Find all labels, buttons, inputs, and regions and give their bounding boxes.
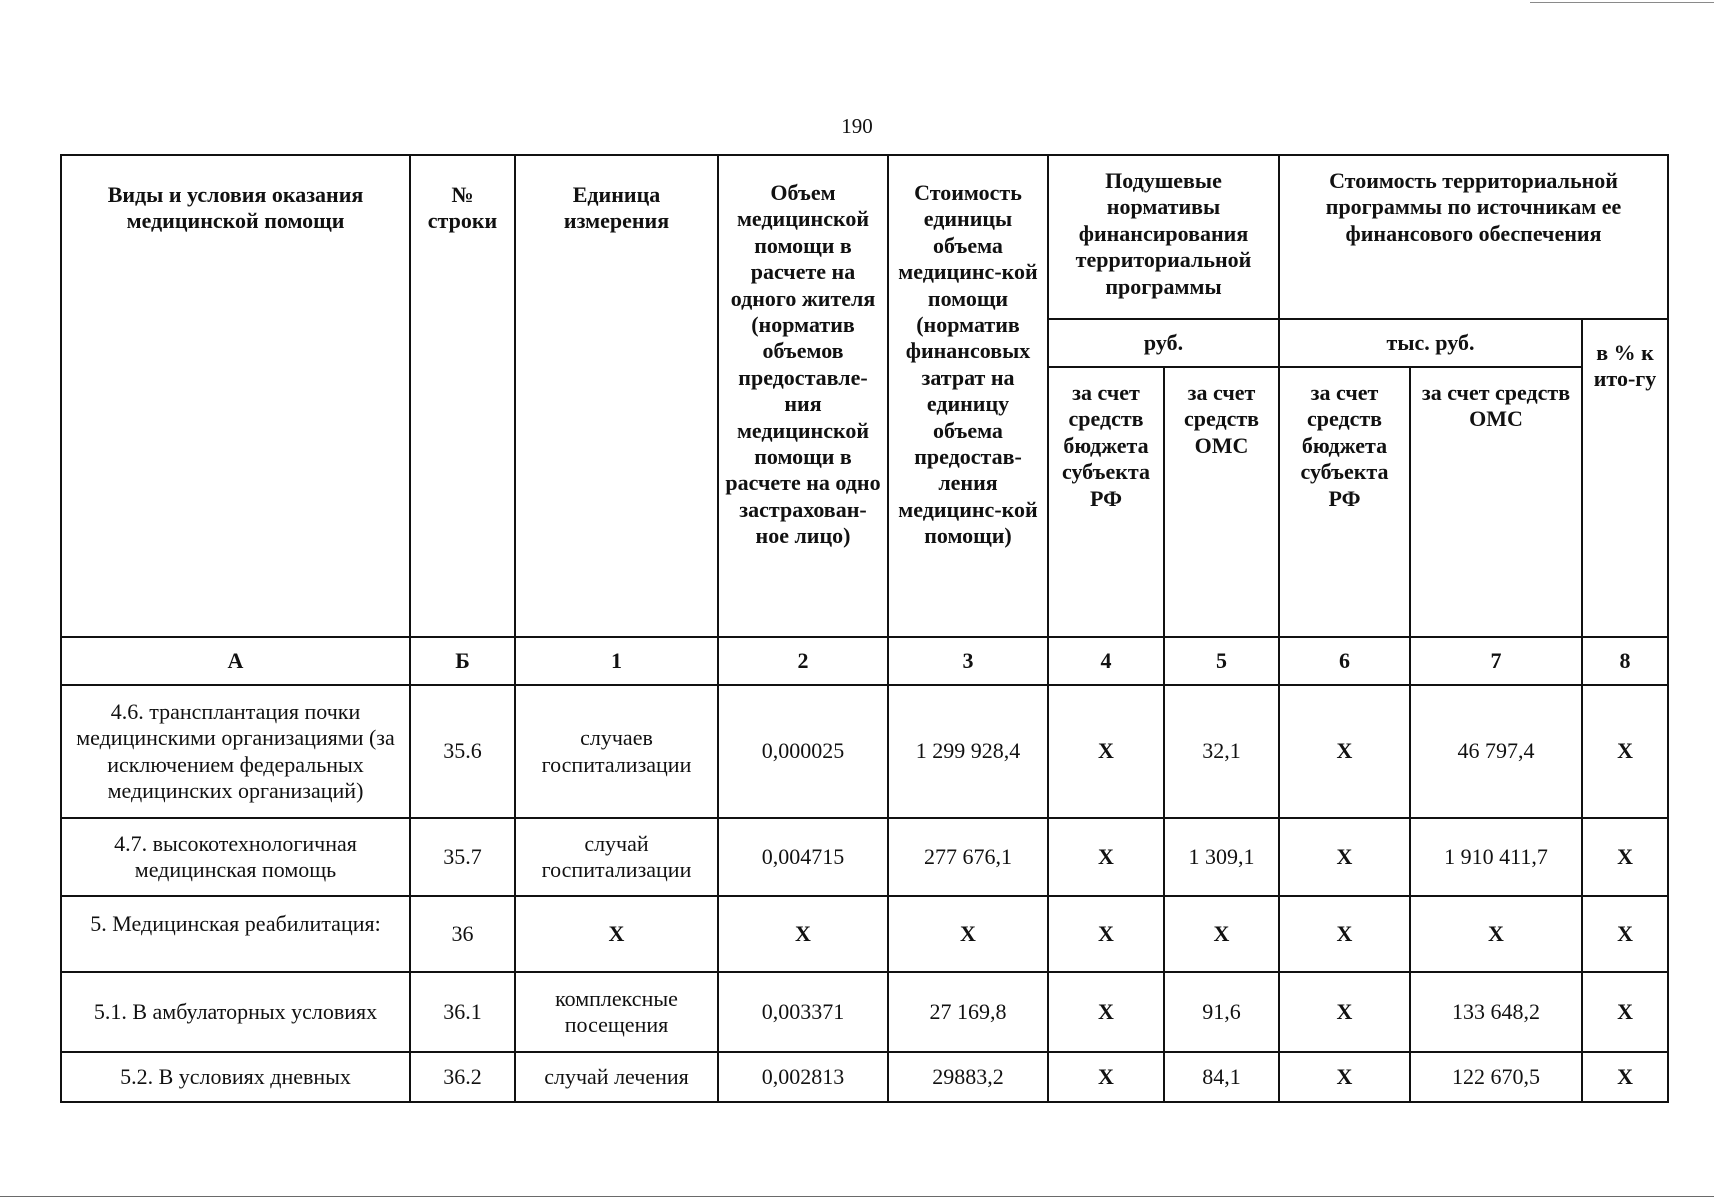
column-number: 3 — [888, 637, 1048, 685]
header-cost-oms: за счет средств ОМС — [1410, 367, 1582, 637]
header-row-top — [61, 155, 1668, 319]
scan-edge-line — [0, 1196, 1714, 1197]
row-line-number: 36.2 — [410, 1052, 515, 1102]
row-pc-budget: Х — [1048, 818, 1164, 896]
column-number-row — [61, 637, 1668, 685]
row-service-name: 5.2. В условиях дневных — [61, 1052, 410, 1102]
header-pc-oms: за счет средств ОМС — [1164, 367, 1279, 637]
row-pc-oms: Х — [1164, 896, 1279, 972]
header-service-type: Виды и условия оказания медицинской помощи — [61, 155, 410, 637]
row-percent: Х — [1582, 818, 1668, 896]
column-number: 1 — [515, 637, 718, 685]
row-cost-oms: Х — [1410, 896, 1582, 972]
header-unit-cost: Стоимость единицы объема медицинс-кой помощи (норматив финансовых затрат на единицу объема предостав-ления медицинс-кой помощи) — [888, 155, 1048, 637]
row-cost-oms: 1 910 411,7 — [1410, 818, 1582, 896]
row-cost-budget: Х — [1279, 1052, 1410, 1102]
column-number: 5 — [1164, 637, 1279, 685]
row-line-number: 35.7 — [410, 818, 515, 896]
row-service-name: 4.6. трансплантация почки медицинскими организациями (за исключением федеральных медицинских организаций) — [61, 685, 410, 818]
row-unit-cost: 27 169,8 — [888, 972, 1048, 1052]
table-row — [61, 896, 1668, 972]
row-cost-oms: 133 648,2 — [1410, 972, 1582, 1052]
row-volume: 0,000025 — [718, 685, 888, 818]
row-line-number: 36.1 — [410, 972, 515, 1052]
row-line-number: 35.6 — [410, 685, 515, 818]
row-volume: 0,004715 — [718, 818, 888, 896]
row-volume: 0,003371 — [718, 972, 888, 1052]
row-cost-budget: Х — [1279, 818, 1410, 896]
row-pc-oms: 32,1 — [1164, 685, 1279, 818]
header-unit-thousand-rub: тыс. руб. — [1279, 319, 1582, 367]
row-pc-oms: 1 309,1 — [1164, 818, 1279, 896]
column-number: 7 — [1410, 637, 1582, 685]
table-row — [61, 1052, 1668, 1102]
row-pc-budget: Х — [1048, 896, 1164, 972]
column-number: 2 — [718, 637, 888, 685]
row-percent: Х — [1582, 972, 1668, 1052]
column-number: 6 — [1279, 637, 1410, 685]
row-unit: комплексные посещения — [515, 972, 718, 1052]
row-volume: Х — [718, 896, 888, 972]
header-program-cost: Стоимость территориальной программы по источникам ее финансового обеспечения — [1279, 155, 1668, 319]
row-pc-budget: Х — [1048, 972, 1164, 1052]
column-number: А — [61, 637, 410, 685]
row-service-name: 5. Медицинская реабилитация: — [61, 896, 410, 972]
table-row — [61, 685, 1668, 818]
row-unit-cost: 29883,2 — [888, 1052, 1048, 1102]
header-cost-budget: за счет средств бюджета субъекта РФ — [1279, 367, 1410, 637]
row-pc-budget: Х — [1048, 1052, 1164, 1102]
row-pc-oms: 84,1 — [1164, 1052, 1279, 1102]
row-volume: 0,002813 — [718, 1052, 888, 1102]
scan-edge-line — [1530, 2, 1714, 3]
header-volume-per-capita: Объем медицинской помощи в расчете на одного жителя (норматив объемов предоставле-ния медицинской помощи в расчете на одно застрахован-ное лицо) — [718, 155, 888, 637]
header-line-number: № строки — [410, 155, 515, 637]
row-cost-oms: 46 797,4 — [1410, 685, 1582, 818]
program-cost-table — [60, 154, 1669, 1103]
row-unit-cost: Х — [888, 896, 1048, 972]
table-row — [61, 818, 1668, 896]
row-unit: случай госпитализации — [515, 818, 718, 896]
header-percent-of-total: в % к ито-гу — [1582, 319, 1668, 637]
column-number: 4 — [1048, 637, 1164, 685]
row-cost-budget: Х — [1279, 685, 1410, 818]
row-pc-oms: 91,6 — [1164, 972, 1279, 1052]
row-cost-oms: 122 670,5 — [1410, 1052, 1582, 1102]
header-per-capita-norms: Подушевые нормативы финансирования территориальной программы — [1048, 155, 1279, 319]
page-number: 190 — [841, 114, 873, 138]
row-pc-budget: Х — [1048, 685, 1164, 818]
table-row — [61, 972, 1668, 1052]
header-unit-of-measure: Единица измерения — [515, 155, 718, 637]
row-service-name: 4.7. высокотехнологичная медицинская помощь — [61, 818, 410, 896]
header-unit-rub: руб. — [1048, 319, 1279, 367]
column-number: 8 — [1582, 637, 1668, 685]
row-cost-budget: Х — [1279, 972, 1410, 1052]
row-unit: Х — [515, 896, 718, 972]
header-pc-budget: за счет средств бюджета субъекта РФ — [1048, 367, 1164, 637]
row-unit: случай лечения — [515, 1052, 718, 1102]
row-percent: Х — [1582, 896, 1668, 972]
row-percent: Х — [1582, 1052, 1668, 1102]
row-cost-budget: Х — [1279, 896, 1410, 972]
row-percent: Х — [1582, 685, 1668, 818]
row-line-number: 36 — [410, 896, 515, 972]
row-service-name: 5.1. В амбулаторных условиях — [61, 972, 410, 1052]
column-number: Б — [410, 637, 515, 685]
row-unit: случаев госпитализации — [515, 685, 718, 818]
row-unit-cost: 277 676,1 — [888, 818, 1048, 896]
row-unit-cost: 1 299 928,4 — [888, 685, 1048, 818]
